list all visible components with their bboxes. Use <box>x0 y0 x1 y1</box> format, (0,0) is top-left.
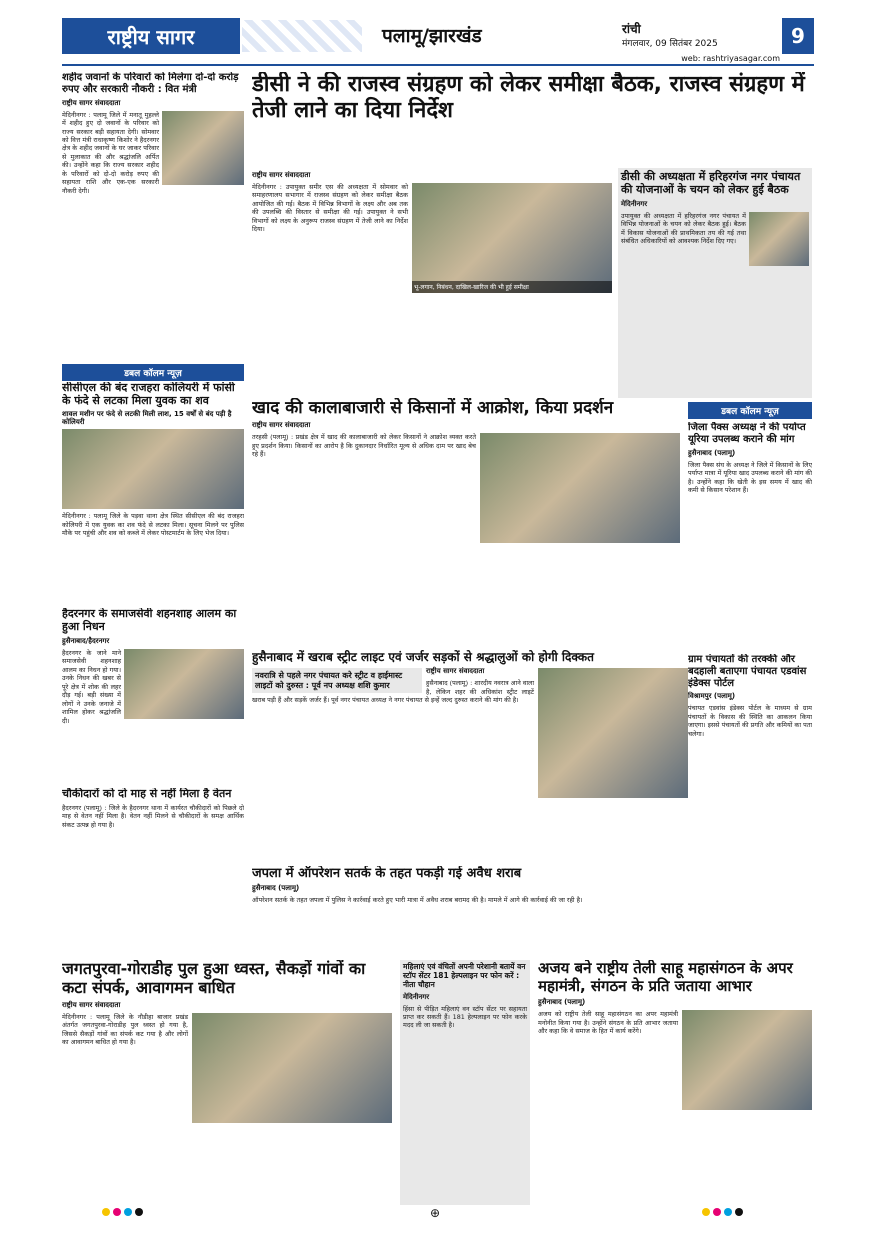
body: हैदरनगर (पलामू) : जिले के हैदरनगर थाना में कार्यरत चौकीदारों को पिछले दो माह से वेतन नहीं मिला है। वेतन नहीं मिलने से चौकीदारों के समक्ष आर्थिक संकट उत्पन्न हो गया है। <box>62 803 244 829</box>
photo <box>749 212 809 266</box>
byline: हुसैनाबाद (पलामू) <box>538 998 586 1007</box>
byline: राष्ट्रीय सागर संवाददाता <box>426 667 485 676</box>
article-a1 <box>62 72 244 360</box>
article-a4 <box>62 382 244 602</box>
footer-dots-left <box>102 1208 143 1216</box>
article-a13 <box>400 960 530 1205</box>
byline: राष्ट्रीय सागर संवाददाता <box>252 421 311 430</box>
article-a8 <box>688 422 812 650</box>
footer-dots-right <box>702 1208 743 1216</box>
article-a6 <box>62 788 244 948</box>
brand-logo: राष्ट्रीय सागर <box>62 18 240 54</box>
body: उपायुक्त की अध्यक्षता में हरिहरगंज नगर पंचायत में विभिन्न योजनाओं के चयन को लेकर बैठक हुई। बैठक में विकास योजनाओं की प्राथमिकता तय की गई तथा संबंधित अधिकारियों को आवश्यक निर्देश दिए गए। <box>621 211 746 246</box>
headline: डीसी की अध्यक्षता में हरिहरगंज नगर पंचायत की योजनाओं के चयन को लेकर हुई बैठक <box>621 170 801 196</box>
city: रांची <box>622 22 641 36</box>
headline: महिलाएं एवं वंचितों अपनी परेशानी बतायें वन स्टॉप सेंटर 181 हेल्पलाइन पर फोन करें : नीता चौहान <box>403 962 526 989</box>
byline: विश्रामपुर (पलामू) <box>688 692 736 701</box>
body: जिला पैक्स संघ के अध्यक्ष ने जिले में किसानों के लिए पर्याप्त मात्रा में यूरिया खाद उपलब्ध कराने की मांग की है। उन्होंने कहा कि खेती के इस समय में खाद की कमी से किसान परेशान हैं। <box>688 460 812 494</box>
subhead: नवरात्रि से पहले नगर पंचायत करे स्ट्रीट व हाईमास्ट लाइटों को दुरुस्त : पूर्व नप अध्यक्ष शशि कुमार <box>252 668 422 693</box>
article-a9 <box>252 650 688 860</box>
article-a2-headline <box>252 72 812 168</box>
page-number: 9 <box>782 18 814 54</box>
body: पंचायत एडवांस इंडेक्स पोर्टल के माध्यम से ग्राम पंचायतों के विकास की स्थिति का आकलन किया जाएगा। इससे पंचायतों की प्रगति और कमियों का पता चलेगा। <box>688 704 812 738</box>
photo <box>412 183 612 293</box>
section-title: पलामू/झारखंड <box>382 25 482 47</box>
body: ऑपरेशन सतर्क के तहत जपला में पुलिस ने कार्रवाई करते हुए भारी मात्रा में अवैध शराब बरामद की है। मामले में आगे की कार्रवाई की जा रही है। <box>252 896 583 905</box>
date: मंगलवार, 09 सितंबर 2025 <box>622 39 718 49</box>
photo <box>480 433 680 543</box>
body: मेदिनीनगर : पलामू जिले में मनातू मुहल्ले में शहीद हुए दो जवानों के परिवार को राज्य सरकार बड़ी सहायता देगी। सोमवार को वित्त मंत्री राधाकृष्ण किशोर ने हैदरनगर क्षेत्र के शहीद जवानों के घर जाकर परिवार से मुलाकात की और श्रद्धांजलि अर्पित की। उन्होंने कहा कि राज्य सरकार शहीद के परिवारों को दो-दो करोड़ रुपए की सहायता राशि और एक-एक सरकारी नौकरी देगी। <box>62 110 159 195</box>
body: मेदिनीनगर : पलामू जिले के नौडीहा बाजार प्रखंड अंतर्गत जगतपुरवा-गोराडीह पुल ध्वस्त हो गया है, जिससे सैकड़ों गांवों का संपर्क कट गया है और लोगों का आवागमन बाधित हो गया है। <box>62 1012 188 1047</box>
photo <box>124 649 244 719</box>
article-a11 <box>252 866 682 954</box>
headline: चौकीदारों को दो माह से नहीं मिला है वेतन <box>62 788 232 800</box>
headline: हैदरनगर के समाजसेवी शहनशाह आलम का हुआ निधन <box>62 608 237 633</box>
byline: हुसैनाबाद (पलामू) <box>688 448 736 457</box>
byline: मेदिनीनगर <box>621 199 648 208</box>
headline: जगतपुरवा-गोराडीह पुल हुआ ध्वस्त, सैकड़ों गांवों का कटा संपर्क, आवागमन बाधित <box>62 960 366 997</box>
headline: सीसीएल की बंद राजहरा कोलियरी में फांसी के फंदे से लटका मिला युवक का शव <box>62 382 235 407</box>
byline: राष्ट्रीय सागर संवाददाता <box>252 171 311 179</box>
article-a14 <box>538 960 812 1205</box>
body: हुसैनाबाद (पलामू) : शारदीय नवरात्र आने वाला है, लेकिन शहर की अधिकांश स्ट्रीट लाइटें खराब पड़ी हैं और सड़कें जर्जर हैं। पूर्व नगर पंचायत अध्यक्ष ने नगर पंचायत से इन्हें जल्द दुरुस्त कराने की मांग की है। <box>252 679 534 705</box>
photo <box>682 1010 812 1110</box>
article-a12 <box>62 960 392 1205</box>
byline: हुसैनाबाद (पलामू) <box>252 884 300 893</box>
body: मेदिनीनगर : उपायुक्त समीर एस की अध्यक्षता में सोमवार को समाहरणालय सभागार में राजस्व संग्रहण को लेकर समीक्षा बैठक आयोजित की गई। बैठक में विभिन्न विभागों के लक्ष्य और अब तक की उपलब्धि की विस्तार से समीक्षा की गई। उपायुक्त ने सभी विभागों को लक्ष्य के अनुरूप राजस्व संग्रहण में तेजी लाने का निर्देश दिया। <box>252 183 408 234</box>
byline: राष्ट्रीय सागर संवाददाता <box>62 98 121 107</box>
article-a5 <box>62 608 244 778</box>
masthead-decoration <box>242 20 362 52</box>
byline: मेदिनीनगर <box>403 992 430 1001</box>
photo <box>62 429 244 509</box>
headline: जिला पैक्स अध्यक्ष ने की पर्याप्त यूरिया उपलब्ध कराने की मांग <box>688 422 806 445</box>
article-a2 <box>252 168 612 393</box>
double-column-label: डबल कॉलम न्यूज़ <box>62 364 244 381</box>
headline: डीसी ने की राजस्व संग्रहण को लेकर समीक्षा बैठक, राजस्व संग्रहण में तेजी लाने का दिया निर्देश <box>252 72 805 123</box>
body: तरहसी (पलामू) : प्रखंड क्षेत्र में खाद की कालाबाजारी को लेकर किसानों ने आक्रोश व्यक्त करते हुए प्रदर्शन किया। किसानों का आरोप है कि दुकानदार निर्धारित मूल्य से अधिक दाम पर खाद बेच रहे हैं। <box>252 433 476 458</box>
article-a10 <box>688 654 812 954</box>
article-a3 <box>618 168 812 398</box>
photo <box>538 668 688 798</box>
article-a7 <box>252 398 680 643</box>
headline: अजय बने राष्ट्रीय तेली साहू महासंगठन के अपर महामंत्री, संगठन के प्रति जताया आभार <box>538 960 793 995</box>
subhead: शावल मशीन पर फंदे से लटकी मिली लाश, 15 वर्षों से बंद पड़ी है कोलियरी <box>62 409 232 427</box>
headline: खाद की कालाबाजारी से किसानों में आक्रोश, किया प्रदर्शन <box>252 398 614 418</box>
body: अजय को राष्ट्रीय तेली साहू महासंगठन का अपर महामंत्री मनोनीत किया गया है। उन्होंने संगठन के प्रति आभार जताया और कहा कि वे समाज के हित में कार्य करेंगे। <box>538 1010 678 1036</box>
footer-bar <box>62 1208 814 1220</box>
photo <box>162 111 244 185</box>
headline: जपला में ऑपरेशन सतर्क के तहत पकड़ी गई अवैध शराब <box>252 866 522 881</box>
photo <box>192 1013 392 1123</box>
body: मेदिनीनगर : पलामू जिले के पड़वा थाना क्षेत्र स्थित सीसीएल की बंद राजहरा कोलियरी में एक युवक का शव फंदे से लटका मिला। सूचना मिलने पर पुलिस मौके पर पहुंची और शव को कब्जे में लेकर पोस्टमार्टम के लिए भेज दिया। <box>62 512 244 538</box>
website: web: rashtriyasagar.com <box>681 54 780 63</box>
newspaper-page <box>62 18 814 1223</box>
headline: शहीद जवानों के परिवारों को मिलेगा दो-दो करोड़ रुपए और सरकारी नौकरी : वित मंत्री <box>62 72 239 95</box>
body: हैदरनगर के जाने माने समाजसेवी शहनशाह आलम का निधन हो गया। उनके निधन की खबर से पूरे क्षेत्र में शोक की लहर दौड़ गई। बड़ी संख्या में लोगों ने उनके जनाजे में शामिल होकर श्रद्धांजलि दी। <box>62 648 121 725</box>
compass-icon: ⊕ <box>430 1206 441 1220</box>
headline: ग्राम पंचायतों की तरक्की और बदहाली बताएगा पंचायत एडवांस इंडेक्स पोर्टल <box>688 654 807 689</box>
byline: हुसैनाबाद/हैदरनगर <box>62 636 110 645</box>
body: हिंसा से पीड़ित महिलाएं वन स्टॉप सेंटर पर सहायता प्राप्त कर सकती हैं। 181 हेल्पलाइन पर फोन करके मदद ली जा सकती है। <box>403 1004 527 1030</box>
double-column-label-2: डबल कॉलम न्यूज़ <box>688 402 812 419</box>
byline: राष्ट्रीय सागर संवाददाता <box>62 1000 121 1009</box>
masthead <box>62 18 814 66</box>
headline: हुसैनाबाद में खराब स्ट्रीट लाइट एवं जर्जर सड़कों से श्रद्धालुओं को होगी दिक्कत <box>252 650 594 664</box>
photo-caption: भू-लगान, निबंधन, दाखिल-खारिज की भी हुई समीक्षा <box>412 281 612 293</box>
masthead-rule <box>62 64 814 66</box>
